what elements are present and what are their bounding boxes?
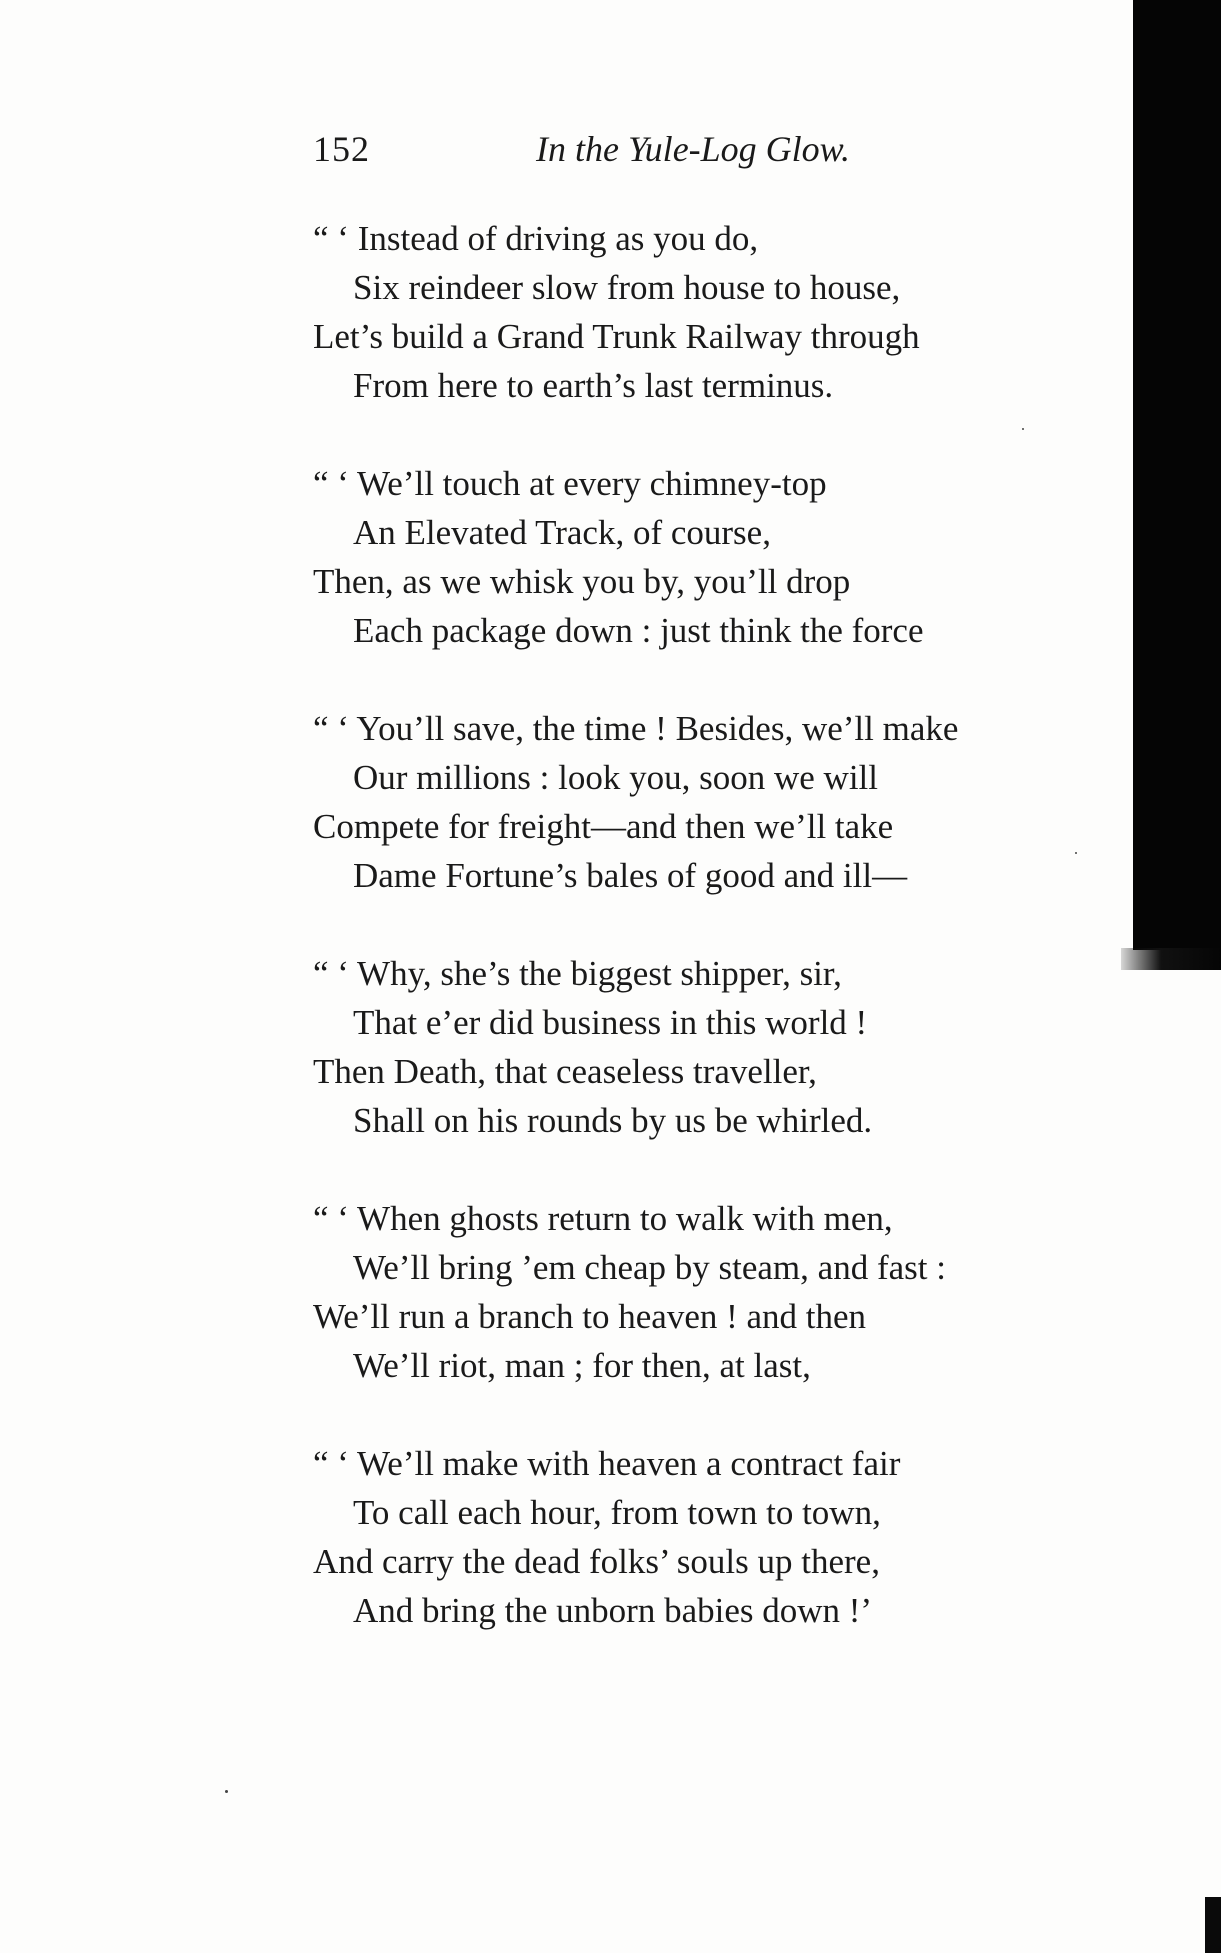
- poem-line: And carry the dead folks’ souls up there,: [313, 1542, 880, 1581]
- poem-line: “ ‘ Why, she’s the biggest shipper, sir,: [313, 954, 842, 993]
- scan-edge-mark: [1205, 1897, 1221, 1953]
- poem-line: An Elevated Track, of course,: [353, 513, 771, 552]
- page-number: 152: [313, 129, 370, 169]
- poem-line: “ ‘ Instead of driving as you do,: [313, 219, 759, 258]
- poem-line: “ ‘ When ghosts return to walk with men,: [313, 1199, 893, 1238]
- poem-line: Then, as we whisk you by, you’ll drop: [313, 562, 851, 601]
- poem-line: “ ‘ We’ll touch at every chimney-top: [313, 464, 827, 503]
- poem-line: Then Death, that ceaseless traveller,: [313, 1052, 817, 1091]
- poem-line: Our millions : look you, soon we will: [353, 758, 878, 797]
- stanza: [313, 704, 1133, 900]
- poem-line: We’ll bring ’em cheap by steam, and fast :: [353, 1248, 946, 1287]
- poem-line: Each package down : just think the force: [353, 611, 924, 650]
- poem-line: We’ll riot, man ; for then, at last,: [353, 1346, 811, 1385]
- poem-line: Six reindeer slow from house to house,: [353, 268, 901, 307]
- poem-line: “ ‘ You’ll save, the time ! Besides, we’ll make: [313, 709, 959, 748]
- stanza: [313, 949, 1133, 1145]
- poem: [313, 214, 1133, 1684]
- poem-line: Let’s build a Grand Trunk Railway through: [313, 317, 920, 356]
- running-title: In the Yule-Log Glow.: [536, 129, 851, 169]
- scan-edge-shadow: [1133, 0, 1221, 950]
- poem-line: Compete for freight—and then we’ll take: [313, 807, 894, 846]
- poem-line: To call each hour, from town to town,: [353, 1493, 881, 1532]
- poem-line: That e’er did business in this world !: [353, 1003, 868, 1042]
- poem-line: We’ll run a branch to heaven ! and then: [313, 1297, 867, 1336]
- running-header: [313, 128, 953, 178]
- stanza: [313, 1194, 1133, 1390]
- poem-line: From here to earth’s last terminus.: [353, 366, 834, 405]
- stanza: [313, 459, 1133, 655]
- print-speck: [225, 1790, 228, 1793]
- stanza: [313, 214, 1133, 410]
- scan-edge-shadow-fragment: [1121, 948, 1221, 970]
- poem-line: Shall on his rounds by us be whirled.: [353, 1101, 873, 1140]
- poem-line: And bring the unborn babies down !’: [353, 1591, 873, 1630]
- stanza: [313, 1439, 1133, 1635]
- poem-line: Dame Fortune’s bales of good and ill—: [353, 856, 908, 895]
- poem-line: “ ‘ We’ll make with heaven a contract fair: [313, 1444, 901, 1483]
